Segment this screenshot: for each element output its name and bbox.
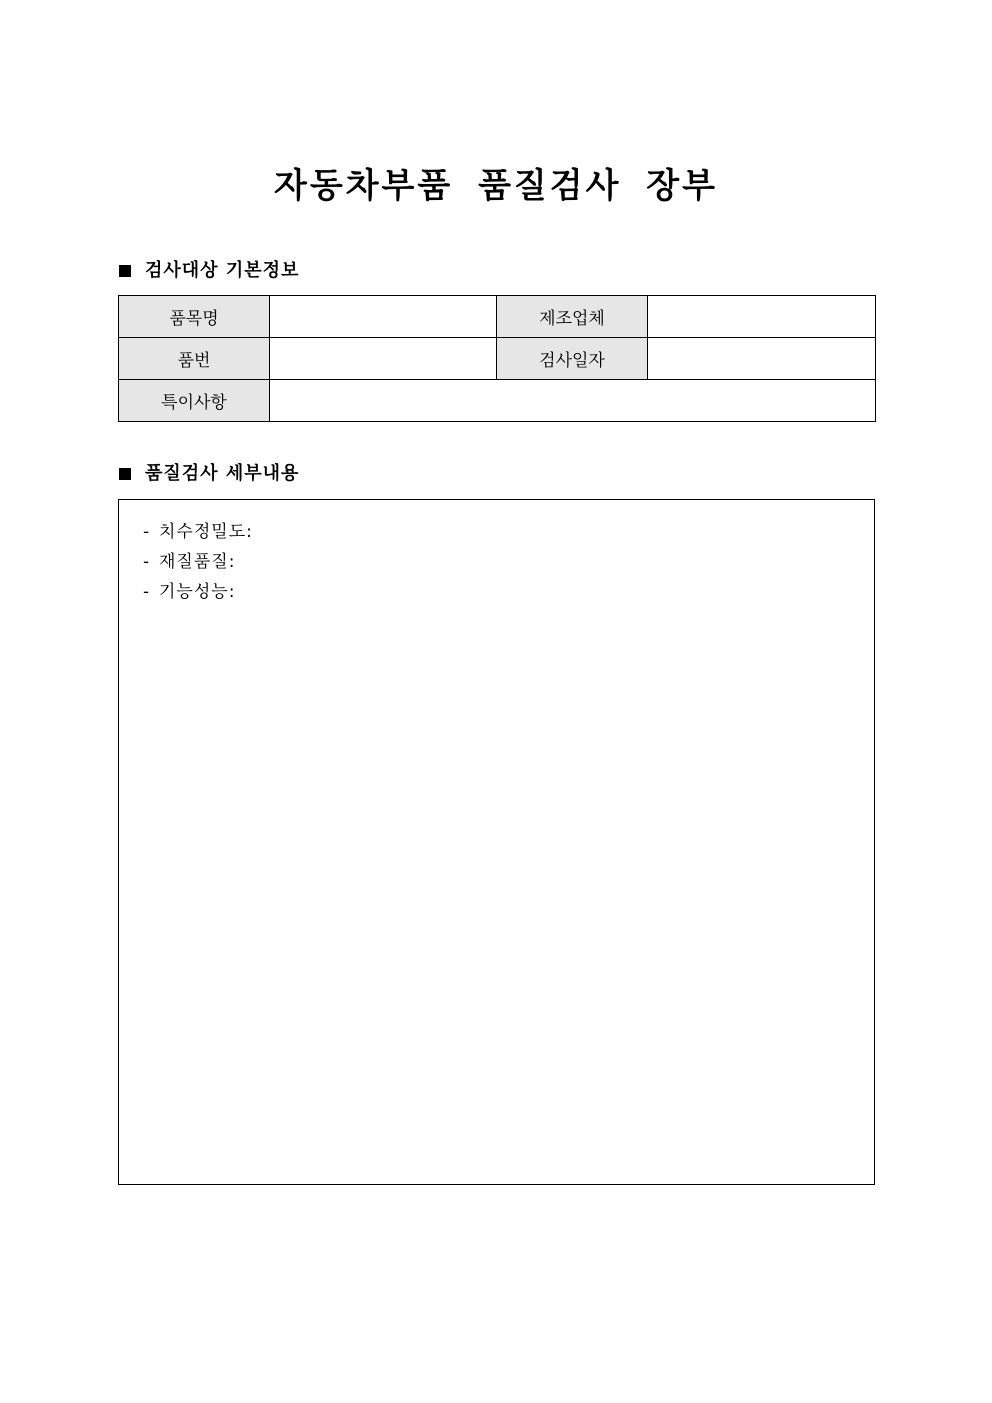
inspection-date-label: 검사일자 — [497, 338, 648, 380]
basic-info-table — [118, 295, 876, 422]
material-quality-label: 재질품질: — [159, 552, 236, 572]
list-item — [143, 547, 253, 577]
table-row — [119, 380, 876, 422]
table-row — [119, 296, 876, 338]
inspection-details-list — [143, 517, 253, 607]
dash-bullet: - — [143, 582, 151, 602]
remarks-label: 특이사항 — [119, 380, 270, 422]
square-bullet-icon — [119, 468, 131, 480]
inspection-date-field[interactable] — [648, 338, 876, 380]
dimensional-accuracy-label: 치수정밀도: — [159, 522, 253, 542]
table-row — [119, 338, 876, 380]
list-item — [143, 517, 253, 547]
item-name-field[interactable] — [270, 296, 497, 338]
list-item — [143, 577, 253, 607]
manufacturer-field[interactable] — [648, 296, 876, 338]
square-bullet-icon — [119, 265, 131, 277]
section-heading-text: 품질검사 세부내용 — [145, 463, 300, 484]
remarks-field[interactable] — [270, 380, 876, 422]
section-heading-basic-info — [119, 258, 299, 284]
functional-performance-label: 기능성능: — [159, 582, 236, 602]
manufacturer-label: 제조업체 — [497, 296, 648, 338]
section-heading-inspection-details — [119, 461, 299, 487]
item-name-label: 품목명 — [119, 296, 270, 338]
page-title: 자동차부품 품질검사 장부 — [274, 166, 718, 206]
section-heading-text: 검사대상 기본정보 — [145, 260, 300, 281]
inspection-details-box[interactable] — [118, 499, 875, 1185]
dash-bullet: - — [143, 522, 151, 542]
part-number-label: 품번 — [119, 338, 270, 380]
dash-bullet: - — [143, 552, 151, 572]
part-number-field[interactable] — [270, 338, 497, 380]
